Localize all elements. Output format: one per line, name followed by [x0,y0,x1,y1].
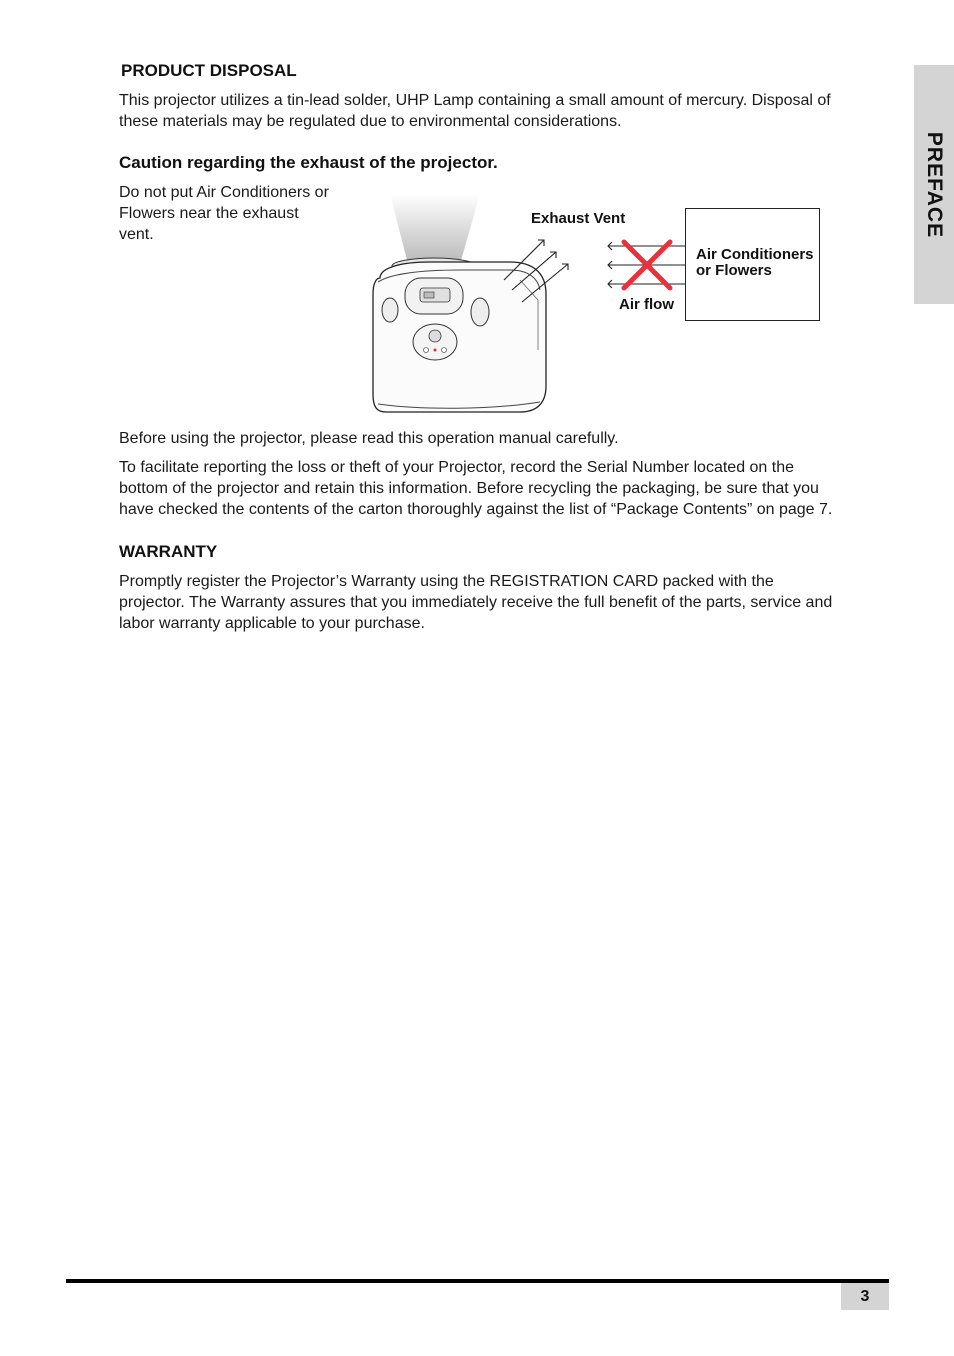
exhaust-vent-label: Exhaust Vent [531,210,626,227]
air-conditioners-box [685,208,820,321]
section-tab-label: PREFACE [923,131,946,238]
air-conditioners-label: Air Conditioners or Flowers [696,246,814,279]
text-line: labor warranty applicable to your purchase. [119,615,425,632]
text-line: This projector utilizes a tin-lead solder, UHP Lamp containing a small amount of mercury. Disposal of [119,92,831,109]
caution-text [119,182,329,245]
text-line: bottom of the projector and retain this information. Before recycling the packaging, be sure that you [119,480,819,497]
caution-heading: Caution regarding the exhaust of the projector. [119,153,498,172]
prohibited-x-icon [600,236,688,292]
text-line: Do not put Air Conditioners or [119,184,329,201]
warranty-heading: WARRANTY [119,542,218,561]
text-line: To facilitate reporting the loss or theft of your Projector, record the Serial Number located on the [119,459,795,476]
air-flow-label: Air flow [619,296,674,313]
product-disposal-heading: PRODUCT DISPOSAL [121,61,297,80]
product-disposal-text [119,90,831,132]
text-line: have checked the contents of the carton thoroughly against the list of “Package Contents” on page 7. [119,501,833,518]
serial-number-text [119,457,832,520]
footer-rule [66,1279,889,1283]
text-line: these materials may be regulated due to environmental considerations. [119,113,622,130]
text-line: Promptly register the Projector’s Warranty using the REGISTRATION CARD packed with the [119,573,774,590]
text-line: projector. The Warranty assures that you immediately receive the full benefit of the parts, service and [119,594,833,611]
section-tab [914,65,954,304]
text-line: vent. [119,226,154,243]
page-number: 3 [841,1283,889,1310]
airflow-arrow-icon [498,232,578,312]
warranty-text [119,571,832,634]
text-line: Flowers near the exhaust [119,205,299,222]
manual-text: Before using the projector, please read this operation manual carefully. [119,430,619,447]
